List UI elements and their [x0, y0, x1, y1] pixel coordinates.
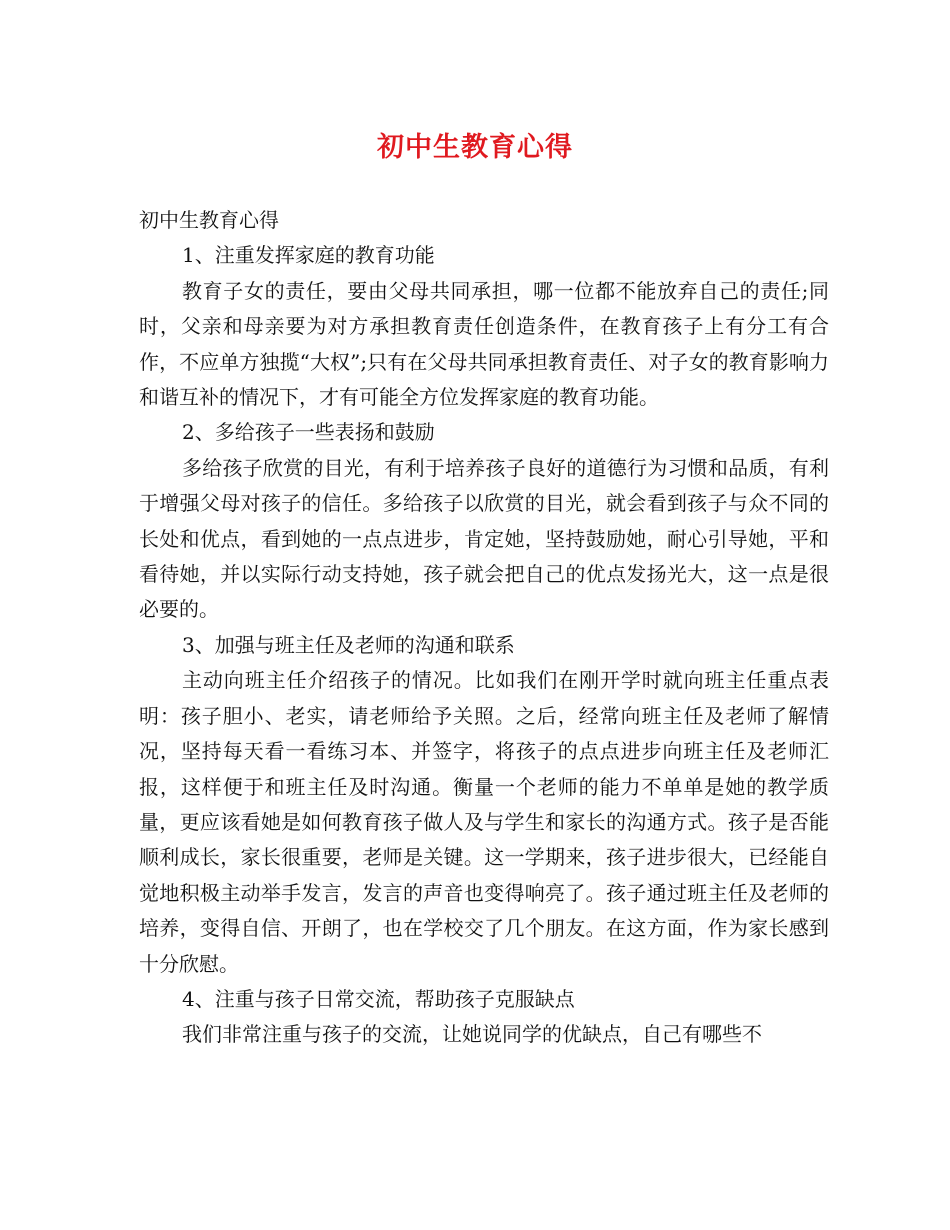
section-heading-2: 2、多给孩子一些表扬和鼓励: [182, 420, 435, 445]
paragraph-1: 教育子女的责任，要由父母共同承担，哪一位都不能放弃自己的责任;同时，父亲和母亲要为对方承担教育责任创造条件，在教育孩子上有分工有合作，不应单方独揽“大权”;只有在父母共同承担教育责任、对子女的教育影响力和谐互补的情况下，才有可能全方位发挥家庭的教育功能。: [139, 278, 829, 410]
document-title: 初中生教育心得: [377, 132, 573, 163]
body-heading: 初中生教育心得: [139, 208, 279, 232]
paragraph-3: 主动向班主任介绍孩子的情况。比如我们在刚开学时就向班主任重点表明：孩子胆小、老实，请老师给予关照。之后，经常向班主任及老师了解情况，坚持每天看一看练习本、并签字，将孩子的点点进步向班主任及老师汇报，这样便于和班主任及时沟通。衡量一个老师的能力不单单是她的教学质量，更应该看她是如何教育孩子做人及与学生和家长的沟通方式。孩子是否能顺利成长，家长很重要，老师是关键。这一学期来，孩子进步很大，已经能自觉地积极主动举手发言，发言的声音也变得响亮了。孩子通过班主任及老师的培养，变得自信、开朗了，也在学校交了几个朋友。在这方面，作为家长感到十分欣慰。: [139, 668, 829, 976]
document-body: [139, 203, 829, 1053]
paragraph-4: 我们非常注重与孩子的交流，让她说同学的优缺点，自己有哪些不: [182, 1022, 762, 1047]
paragraph-2: 多给孩子欣赏的目光，有利于培养孩子良好的道德行为习惯和品质，有利于增强父母对孩子的信任。多给孩子以欣赏的目光，就会看到孩子与众不同的长处和优点，看到她的一点点进步，肯定她，坚持鼓励她，耐心引导她，平和看待她，并以实际行动支持她，孩子就会把自己的优点发扬光大，这一点是很必要的。: [139, 455, 829, 622]
section-heading-4: 4、注重与孩子日常交流，帮助孩子克服缺点: [182, 986, 575, 1011]
section-heading-3: 3、加强与班主任及老师的沟通和联系: [182, 632, 515, 657]
section-heading-1: 1、注重发挥家庭的教育功能: [182, 243, 435, 268]
